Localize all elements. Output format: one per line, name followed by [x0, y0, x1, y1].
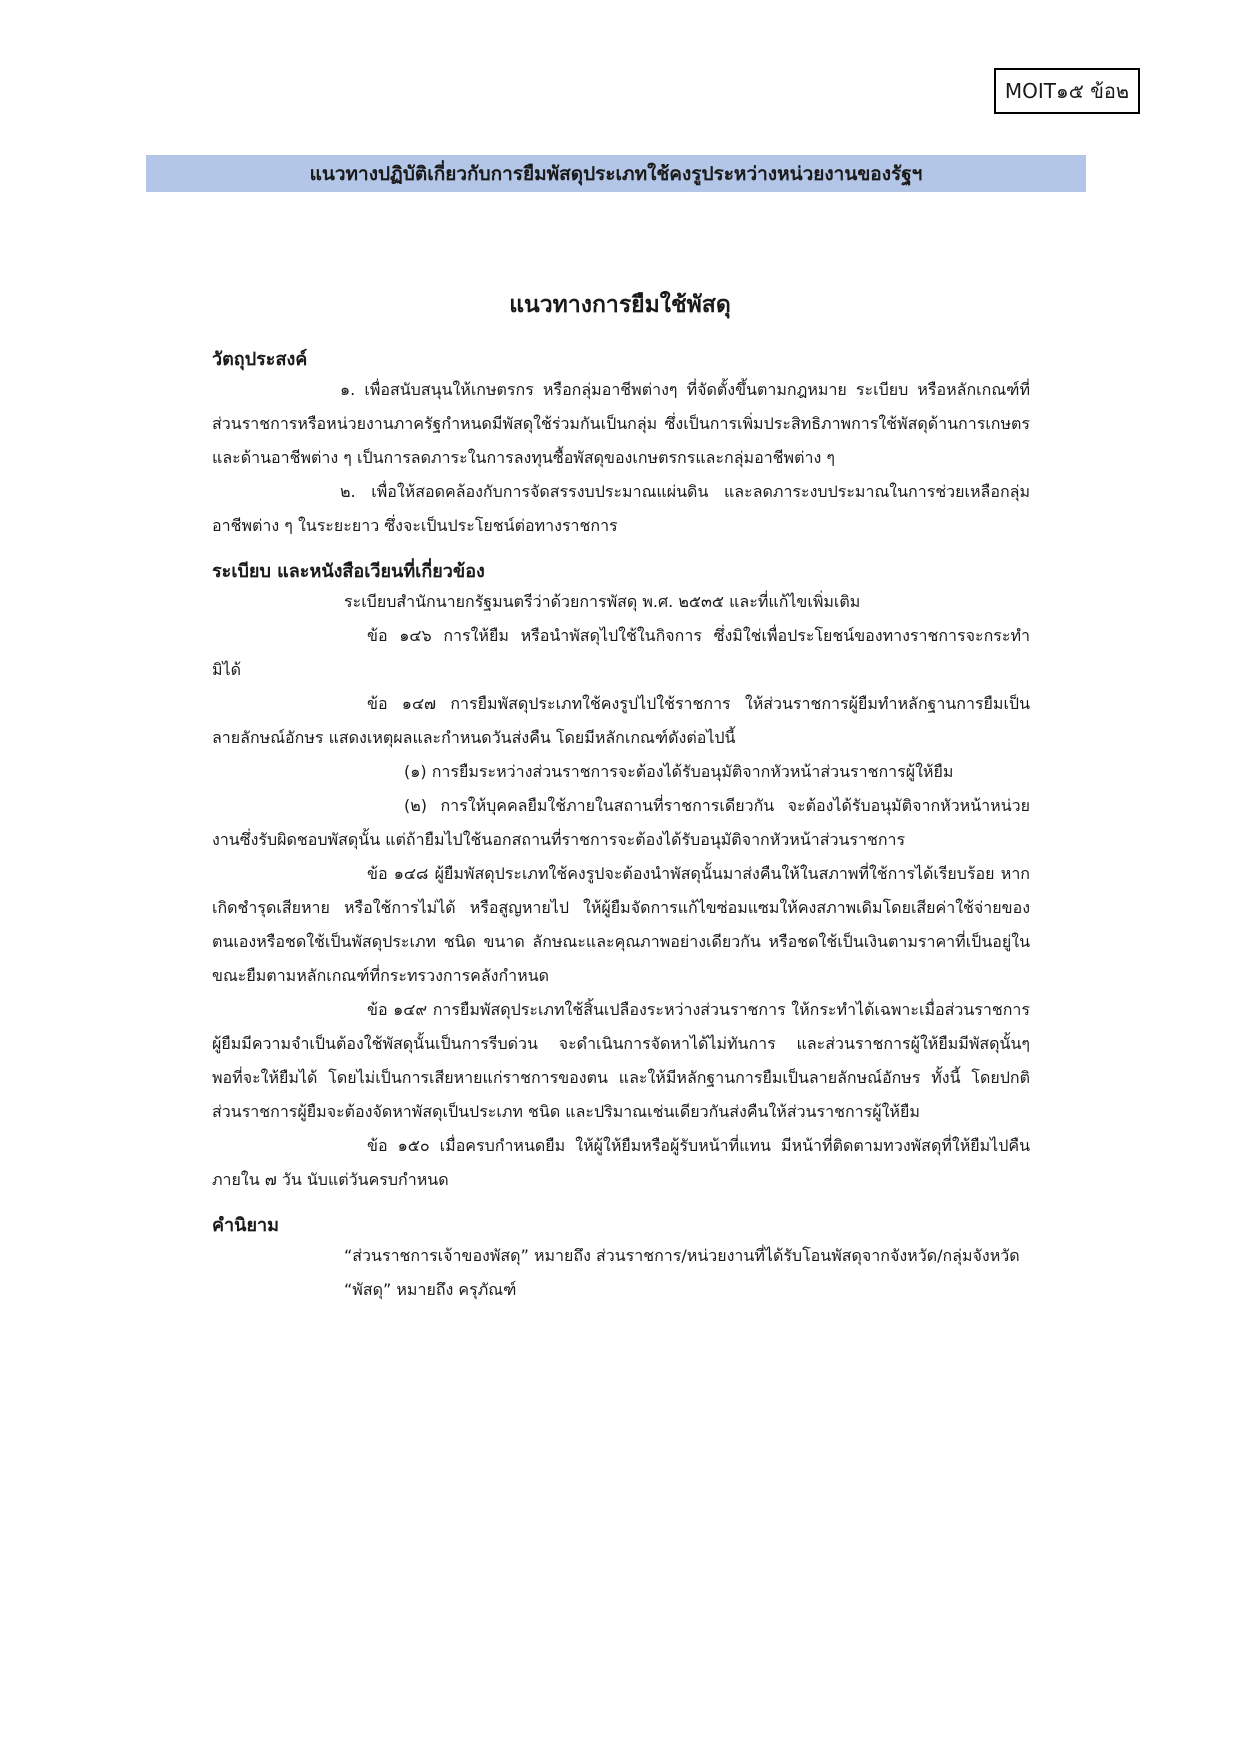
article-147: ข้อ ๑๔๗ การยืมพัสดุประเภทใช้คงรูปไปใช้ราชการ ให้ส่วนราชการผู้ยืมทำหลักฐานการยืมเป็นลายลักษณ์อักษร แสดงเหตุผลและกำหนดวันส่งคืน โดยมีหลักเกณฑ์ดังต่อไปนี้ [212, 694, 1030, 747]
regulations-heading: ระเบียบ และหนังสือเวียนที่เกี่ยวข้อง [212, 561, 485, 582]
banner-heading [146, 155, 1086, 192]
article-148: ข้อ ๑๔๘ ผู้ยืมพัสดุประเภทใช้คงรูปจะต้องนำพัสดุนั้นมาส่งคืนให้ในสภาพที่ใช้การได้เรียบร้อย หากเกิดชำรุดเสียหาย หรือใช้การไม่ได้ หรือสูญหายไป ให้ผู้ยืมจัดการแก้ไขซ่อมแซมให้คงสภาพเดิมโดยเสียค่าใช้จ่ายของตนเองหรือชดใช้เป็นพัสดุประเภท ชนิด ขนาด ลักษณะและคุณภาพอย่างเดียวกัน หรือชดใช้เป็นเงินตามราคาที่เป็นอยู่ในขณะยืมตามหลักเกณฑ์ที่กระทรวงการคลังกำหนด [212, 864, 1030, 985]
definition-supplies: “พัสดุ” หมายถึง ครุภัณฑ์ [344, 1280, 517, 1299]
definitions-section [212, 1213, 1030, 1307]
banner-text: แนวทางปฏิบัติเกี่ยวกับการยืมพัสดุประเภทใช้คงรูประหว่างหน่วยงานของรัฐฯ [309, 162, 923, 185]
document-code-box [994, 68, 1140, 114]
objective-item-2: ๒. เพื่อให้สอดคล้องกับการจัดสรรงบประมาณแผ่นดิน และลดภาระงบประมาณในการช่วยเหลือกลุ่มอาชีพต่าง ๆ ในระยะยาว ซึ่งจะเป็นประโยชน์ต่อทางราชการ [212, 482, 1030, 535]
document-body [212, 345, 1030, 1307]
regulations-section [212, 559, 1030, 1197]
definition-owner-agency: “ส่วนราชการเจ้าของพัสดุ” หมายถึง ส่วนราชการ/หน่วยงานที่ได้รับโอนพัสดุจากจังหวัด/กลุ่มจังหวัด [344, 1246, 1020, 1265]
article-147-clause-2: (๒) การให้บุคคลยืมใช้ภายในสถานที่ราชการเดียวกัน จะต้องได้รับอนุมัติจากหัวหน้าหน่วยงานซึ่งรับผิดชอบพัสดุนั้น แต่ถ้ายืมไปใช้นอกสถานที่ราชการจะต้องได้รับอนุมัติจากหัวหน้าส่วนราชการ [212, 796, 1030, 849]
article-150: ข้อ ๑๕๐ เมื่อครบกำหนดยืม ให้ผู้ให้ยืมหรือผู้รับหน้าที่แทน มีหน้าที่ติดตามทวงพัสดุที่ให้ยืมไปคืนภายใน ๗ วัน นับแต่วันครบกำหนด [212, 1136, 1030, 1189]
regulation-title: ระเบียบสำนักนายกรัฐมนตรีว่าด้วยการพัสดุ พ.ศ. ๒๕๓๕ และที่แก้ไขเพิ่มเติม [344, 592, 861, 611]
objectives-section [212, 347, 1030, 543]
article-146: ข้อ ๑๔๖ การให้ยืม หรือนำพัสดุไปใช้ในกิจการ ซึ่งมิใช่เพื่อประโยชน์ของทางราชการจะกระทำมิได้ [212, 626, 1030, 679]
article-149: ข้อ ๑๔๙ การยืมพัสดุประเภทใช้สิ้นเปลืองระหว่างส่วนราชการ ให้กระทำได้เฉพาะเมื่อส่วนราชการผู้ยืมมีความจำเป็นต้องใช้พัสดุนั้นเป็นการรีบด่วน จะดำเนินการจัดหาได้ไม่ทันการ และส่วนราชการผู้ให้ยืมมีพัสดุนั้นๆ พอที่จะให้ยืมได้ โดยไม่เป็นการเสียหายแก่ราชการของตน และให้มีหลักฐานการยืมเป็นลายลักษณ์อักษร ทั้งนี้ โดยปกติส่วนราชการผู้ยืมจะต้องจัดหาพัสดุเป็นประเภท ชนิด และปริมาณเช่นเดียวกันส่งคืนให้ส่วนราชการผู้ให้ยืม [212, 1000, 1030, 1121]
objective-item-1: ๑. เพื่อสนับสนุนให้เกษตรกร หรือกลุ่มอาชีพต่างๆ ที่จัดตั้งขึ้นตามกฎหมาย ระเบียบ หรือหลักเกณฑ์ที่ส่วนราชการหรือหน่วยงานภาครัฐกำหนดมีพัสดุใช้ร่วมกันเป็นกลุ่ม ซึ่งเป็นการเพิ่มประสิทธิภาพการใช้พัสดุด้านการเกษตร และด้านอาชีพต่าง ๆ เป็นการลดภาระในการลงทุนซื้อพัสดุของเกษตรกรและกลุ่มอาชีพต่าง ๆ [212, 380, 1030, 467]
objectives-heading: วัตถุประสงค์ [212, 349, 308, 370]
definitions-heading: คำนิยาม [212, 1215, 279, 1236]
document-code: MOIT๑๕ ข้อ๒ [1004, 79, 1130, 103]
document-title: แนวทางการยืมใช้พัสดุ [509, 292, 731, 318]
article-147-clause-1: (๑) การยืมระหว่างส่วนราชการจะต้องได้รับอนุมัติจากหัวหน้าส่วนราชการผู้ให้ยืม [404, 762, 954, 781]
